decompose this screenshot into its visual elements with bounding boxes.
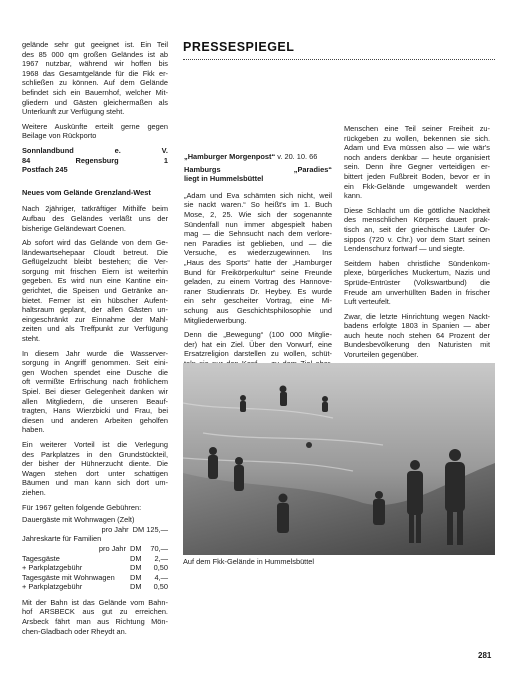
press-p2-line: Ersatzreligion darstellen zu wollen, schüt- [184,349,332,359]
right-column [344,124,490,365]
press-p4-line: des menschlichen Körpers dauert prak- [344,215,490,225]
p2-line: Geflügelzucht bleibt bestehen; die Ver- [22,257,168,267]
p4-line: Ein weiterer Vorteil ist die Verlegung [22,439,168,449]
press-p3-line: sein. Denn ihre Gegner verteidigen er- [344,162,490,172]
press-p1-line: „Haus des Sports“ hatte der „Hamburger [184,257,332,267]
p1-line: Aufbau des Geländes verläßt uns der [22,213,168,223]
fee-table [22,554,168,592]
press-p1-line: Bund für Freikörperkultur“ seine Freunde [184,267,332,277]
section-title: PRESSESPIEGEL [183,40,295,54]
press-p1-line: nen Paradies ist geblieben, und — die [184,238,332,248]
p2-line: zeiten und als Treffpunkt zur Verfügung [22,324,168,334]
paragraph-5 [22,598,168,636]
headline-line: liegt in Hummelsbüttel [184,174,264,184]
fee-campers-label: Dauergäste mit Wohnwagen (Zelt) [22,515,135,525]
section-header [183,40,495,60]
press-p6-line: Vorurteilen gegenüber. [344,350,419,360]
press-p5-line: plexe, bürgerliches Muckertum, Nazis und [344,268,490,278]
press-p6-line: badens erfolgte 1803 in Spanien — aber [344,321,490,331]
fee-family-label: Jahreskarte für Familien [22,534,102,544]
info-paragraph [22,122,168,141]
address-block [22,146,168,175]
press-p1-line: Sündenfall nun immer abgespielt haben [184,219,332,229]
press-p3-line: noch anders denkbar — heute organisiert [344,152,490,162]
press-paragraph-1 [184,191,332,325]
press-p1-line: „Adam und Eva schämten sich nicht, weil [184,190,332,200]
press-p5-line: Freude am unverhüllten Baden in frischer [344,287,490,297]
press-p1-line: ein sehr gescheiter Vortrag, eine Mi- [184,296,332,306]
press-p5-line: Seitdem haben christliche Sündenkom- [344,258,490,268]
p2-line: steht. [22,334,41,344]
intro-line: gelände sehr gut geeignet ist. Ein Teil [22,40,168,49]
intro-line: gliedern und Gästen gleichermaßen als [22,97,168,107]
p4-line: ziehen. [22,487,46,497]
p5-line: Mit der Bahn ist das Gelände vom Bahn- [22,597,168,607]
press-source: „Hamburger Morgenpost“ v. 20. 10. 66 [184,152,318,161]
p5-line: hof ARSBECK aus gut zu erreichen. [22,607,168,617]
p2-line: gegeben. Es wird nun eine Kantine ein- [22,276,168,286]
left-column [22,40,168,641]
p3-line: haben. [22,425,45,435]
press-p5-line: Sprüde-Entrüster (Volkswartbund) die [344,277,490,287]
address-line: Sonnlandbund e. V. [22,145,168,155]
press-p3-line: Menschen eine Teil seiner Freiheit zu- [344,124,490,133]
fee-family-row: pro Jahr DM 70,— [98,543,168,553]
page-number: 281 [478,651,492,660]
p2-line: eingeschränkt zur Einnahme der Mahl- [22,314,168,324]
press-p3-line: kann. [344,191,363,201]
p5-line: Arsbeck fährt man aus Richtung Mön- [22,617,168,627]
p2-line: haltsraum geplant, der allen Gästen un- [22,305,168,315]
paragraph-3 [22,349,168,435]
fee-campers-row: pro Jahr DM 125,— [101,524,168,534]
press-p6-line: Bundesbevölkerung den Naturisten mit [344,340,490,350]
intro-paragraph [22,40,168,117]
p1-line: bisherige Geländewart Coenen. [22,223,126,233]
p2-line: bietet. Ferner ist ein hübscher Aufent- [22,295,168,305]
address-line: 84 Regensburg 1 [22,155,168,165]
press-p3-line: bittert jeden Fußbreit Boden, bevor er in [344,171,490,181]
press-p5-line: Luft verteufelt. [344,297,391,307]
fees-intro: Für 1967 gelten folgende Gebühren: [22,502,142,512]
intro-line: des 85 000 qm großen Geländes ist ab [22,49,168,59]
p4-line: Bäumen und man kann sich dort um- [22,478,168,488]
press-headline [184,165,332,184]
press-p1-line: sie nackt waren.“ So heißt's im 1. Buch [184,200,332,210]
press-paragraph-6 [344,312,490,360]
press-p2-line: Denn die „Bewegung“ (100 000 Mitglie- [184,330,332,340]
intro-line: befindet sich ein Bauernhof, welcher Mit- [22,87,168,97]
press-paragraph-5 [344,259,490,307]
p4-line: des Parkplatzes in den Grundstückteil, [22,449,168,459]
fee-row: Tagesgäste mit Wohnwagen DM 4,— [22,572,168,582]
press-p1-line: Versuche, es wiederzugewinnen. Ins [184,248,332,258]
press-paragraph-4 [344,206,490,254]
press-p3-line: rückgeben zu wollen, bekennen sie sich. [344,133,490,143]
press-p1-line: geladen, zu einem Vortrag des Hannove- [184,277,332,287]
press-p6-line: Zwar, die letzte Hinrichtung wegen Nackt- [344,311,490,321]
p3-line: sorgung in Angriff genommen. Seit eini- [22,358,168,368]
header-rule [183,59,495,60]
article-heading: Neues vom Gelände Grenzland-West [22,187,151,197]
p3-line: oft vermißte Erfrischung nach fröhlichem [22,377,168,387]
p3-line: gen Wochen spendet eine Dusche die [22,367,168,377]
photo-caption: Auf dem Fkk-Gelände in Hummelsbüttel [183,557,315,566]
fee-row: Tagesgäste DM 2,— [22,553,168,563]
headline-line: Hamburgs „Paradies“ [184,164,332,174]
press-p4-line: sippos (720 v. Chr.) vor dem Start seinen [344,234,490,244]
paragraph-1 [22,204,168,233]
p2-line: sorgung mit frischen Eiern ist weiterhin [22,266,168,276]
press-p6-line: auch heute noch stehen 64 Prozent der [344,330,490,340]
p3-line: diesen und anderen Arbeiten geholfen [22,415,168,425]
paragraph-4 [22,440,168,498]
press-p1-line: schung aus Geschichtsphilosophie und [184,305,332,315]
p3-line: Spiel. Bei dieser Gelegenheit danken wir [22,387,168,396]
press-p3-line: ein Fkk-Gelände umgewandelt werden [344,181,490,191]
p2-line: ländewartsehepaar Cloudt betreut. Die [22,247,168,257]
p2-line: gerichtet, die Speisen und Getränke an- [22,286,168,296]
middle-column [184,152,332,393]
fee-row: + Parkplatzgebühr DM 0,50 [22,582,168,592]
p5-line: chen-Gladbach oder Rheydt an. [22,626,127,636]
paragraph-2 [22,238,168,344]
intro-line: 1968 das Gesamtgelände für die Fkk er- [22,68,168,78]
intro-line: 1967 nutzbar, während wir hoffen bis [22,59,168,69]
intro-line: Unterkunft zur Verfügung steht. [22,107,125,117]
p3-line: allen Mitgliedern, die unseren Beauf- [22,396,168,406]
press-p1-line: Mose, 2, 25. Wie sich der sogenannte [184,209,332,219]
press-p4-line: Diese Schlacht um die göttliche Nacktheit [344,205,490,215]
beach-photo [183,363,495,555]
press-p3-line: Adam und Eva müssen also — wie wär's [344,143,490,153]
fee-row: + Parkplatzgebühr DM 0,50 [22,563,168,573]
p1-line: Nach 2jähriger, tatkräftiger Mithilfe beim [22,204,168,214]
info-line: Weitere Auskünfte erteilt gerne gegen [22,121,168,131]
p4-line: der bisher der Hühnerzucht diente. Die [22,459,168,469]
press-paragraph-3 [344,124,490,201]
p3-line: tragten, Hans Wierzbicki und Frau, bei [22,406,168,416]
intro-line: schließen zu können. Auf dem Gelände [22,78,168,88]
press-p1-line: raner Studienrats Dr. Heybey. Es wurde [184,286,332,296]
info-line: Beilage von Rückporto [22,131,97,141]
p4-line: Wagen stehen dort unter schattigen [22,468,168,478]
press-p1-line: Mitgliederwerbung. [184,315,247,325]
press-p1-line: mag — die Sehnsucht nach dem verlore- [184,229,332,239]
press-p2-line: der) hat ein Ziel. Über den Vorwurf, eine [184,339,332,349]
press-p4-line: Lendenschurz fortwarf — und siegte. [344,244,465,254]
press-p4-line: tisch an, seit der griechische Läufer Or- [344,224,490,234]
p2-line: Ab sofort wird das Gelände von dem Ge- [22,238,168,248]
address-line: Postfach 245 [22,165,68,175]
p3-line: In diesem Jahr wurde die Wasserver- [22,348,168,358]
